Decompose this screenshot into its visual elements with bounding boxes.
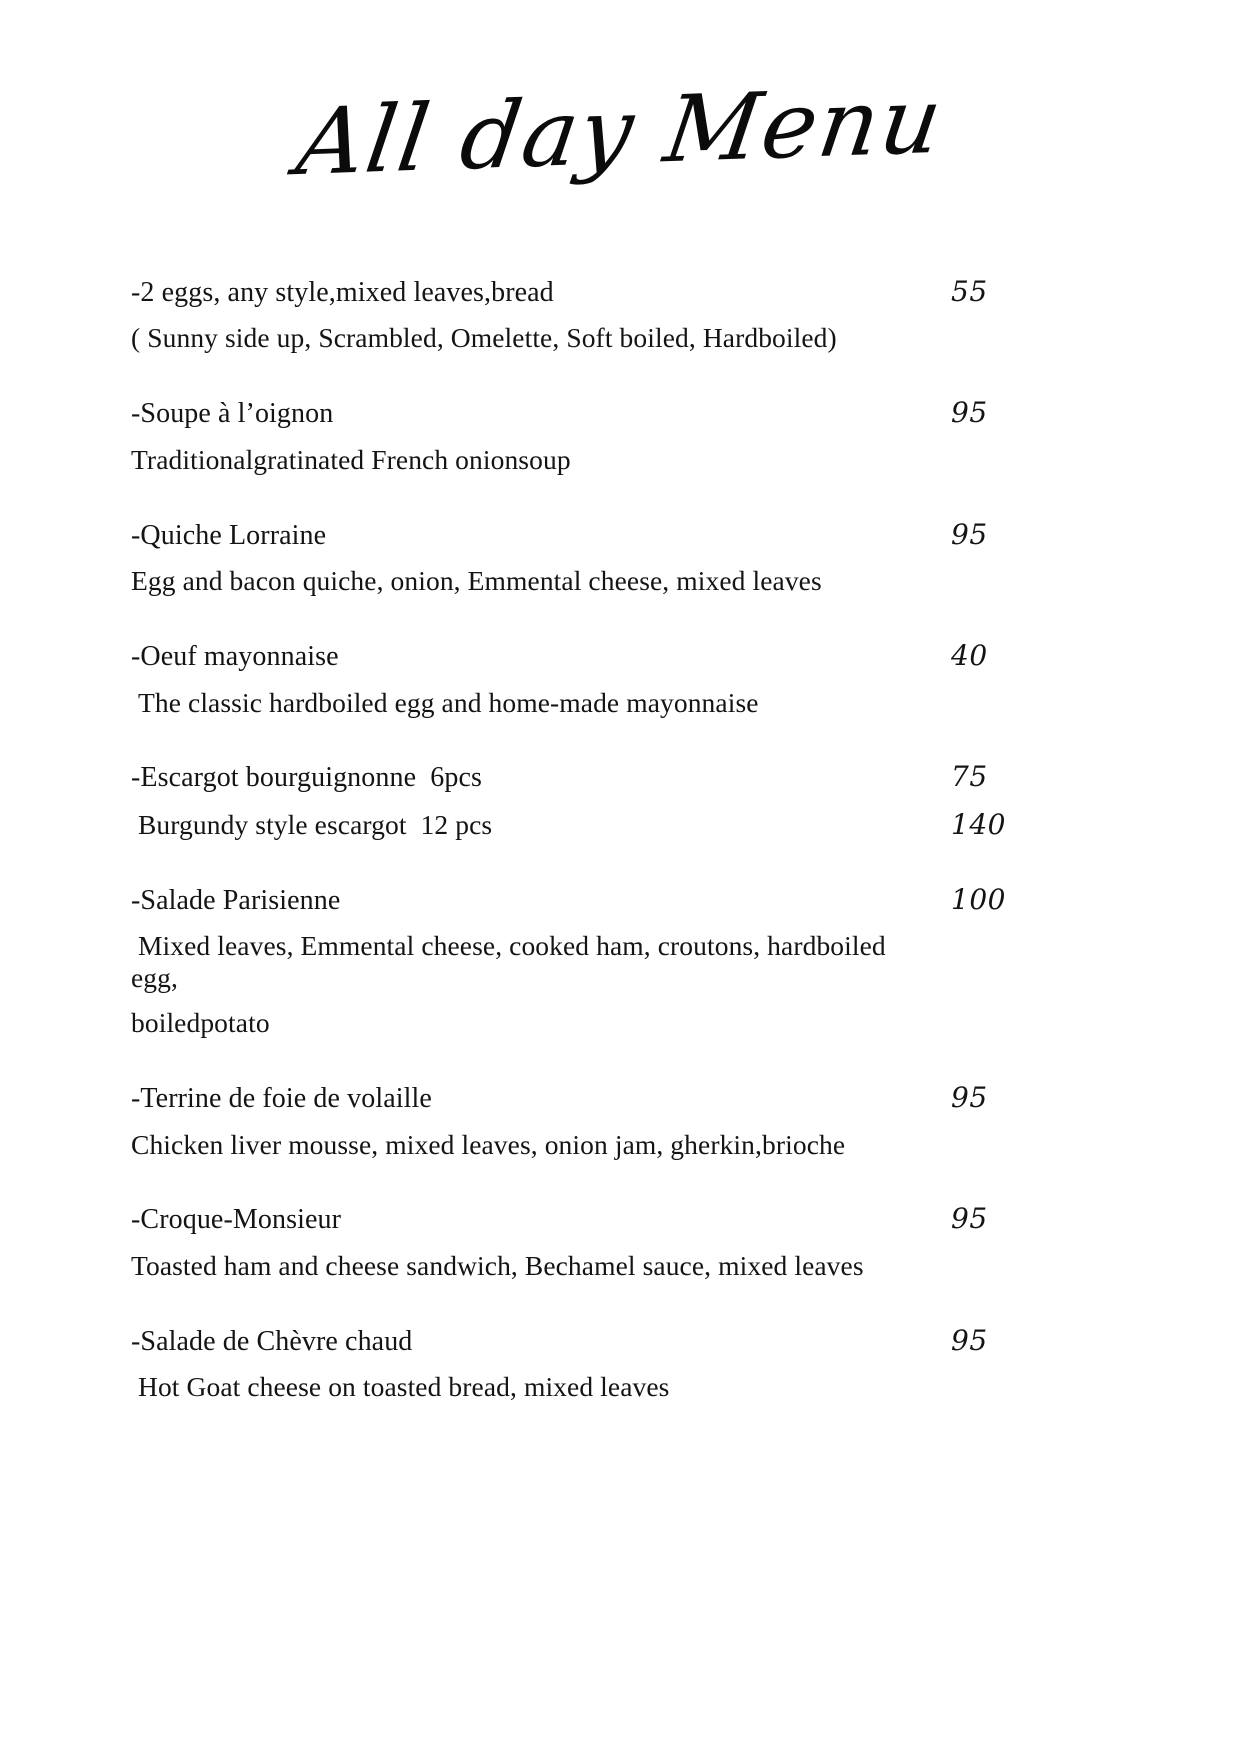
menu-item-name: -Croque-Monsieur [131,1204,342,1236]
menu-item-name: -Salade de Chèvre chaud [131,1325,413,1357]
page-title: All day Menu [290,66,951,197]
menu-item-description-continued: boiledpotato [131,1007,270,1039]
menu-item [131,883,1071,1039]
menu-item-price: 95 [951,1202,988,1236]
menu-item [131,1081,1071,1160]
menu-item-description: Burgundy style escargot 12 pcs [131,808,493,840]
menu-item-name-row [131,1202,1071,1236]
menu-item-name-row [131,760,1071,794]
menu-item-description-row [131,1129,1071,1161]
menu-item [131,1202,1071,1281]
menu-item-name-row [131,1081,1071,1115]
menu-item-description-price: 140 [951,807,1006,841]
menu-item-description: The classic hardboiled egg and home-made mayonnaise [131,686,759,718]
menu-item-name: -Oeuf mayonnaise [131,641,339,673]
menu-item-list [131,275,1071,1403]
menu-item-description-row [131,565,1071,597]
menu-item-description-row [131,808,1071,841]
menu-item-name: -Soupe à l’oignon [131,398,334,430]
menu-item-name-row [131,1324,1071,1358]
menu-item-description-row [131,930,1071,994]
title-block [0,0,1241,197]
menu-item-description: Chicken liver mousse, mixed leaves, onion jam, gherkin,brioche [131,1128,846,1160]
menu-item-description: Hot Goat cheese on toasted bread, mixed leaves [131,1371,670,1403]
menu-item-name-row [131,883,1071,917]
menu-item-price: 40 [951,639,988,673]
menu-item-price: 95 [951,1323,988,1357]
menu-item-name-row [131,639,1071,673]
menu-item-name-row [131,275,1071,309]
menu-item-name-row [131,396,1071,430]
menu-item [131,518,1071,597]
menu-item-name: -Escargot bourguignonne 6pcs [131,762,483,794]
menu-item-description: Mixed leaves, Emmental cheese, cooked ham, croutons, hardboiled egg, [131,930,893,994]
menu-item-price: 95 [951,1081,988,1115]
menu-item-description: ( Sunny side up, Scrambled, Omelette, Soft boiled, Hardboiled) [131,322,837,354]
menu-item [131,760,1071,840]
menu-item-description: Toasted ham and cheese sandwich, Bechamel sauce, mixed leaves [131,1249,864,1281]
menu-item-name: -Quiche Lorraine [131,519,327,551]
menu-item-description-row-2 [131,1007,1071,1039]
menu-item [131,1324,1071,1403]
menu-item-description-row [131,444,1071,476]
menu-item-name: -Terrine de foie de volaille [131,1083,432,1115]
menu-item [131,396,1071,475]
menu-item-price: 95 [951,517,988,551]
menu-item-description-row [131,1250,1071,1282]
menu-item-price: 75 [951,760,988,794]
menu-item-description-row [131,322,1071,354]
menu-item-description-row [131,1371,1071,1403]
menu-item-price: 95 [951,396,988,430]
menu-item-price: 100 [951,882,1006,916]
menu-item [131,275,1071,354]
menu-item-name: -Salade Parisienne [131,884,341,916]
menu-item-description: Egg and bacon quiche, onion, Emmental cheese, mixed leaves [131,565,822,597]
menu-item-description: Traditionalgratinated French onionsoup [131,443,571,475]
menu-item-name-row [131,518,1071,552]
menu-item-price: 55 [951,275,988,308]
menu-item-description-row [131,687,1071,719]
menu-item-name: -2 eggs, any style,mixed leaves,bread [131,277,554,308]
menu-item [131,639,1071,718]
